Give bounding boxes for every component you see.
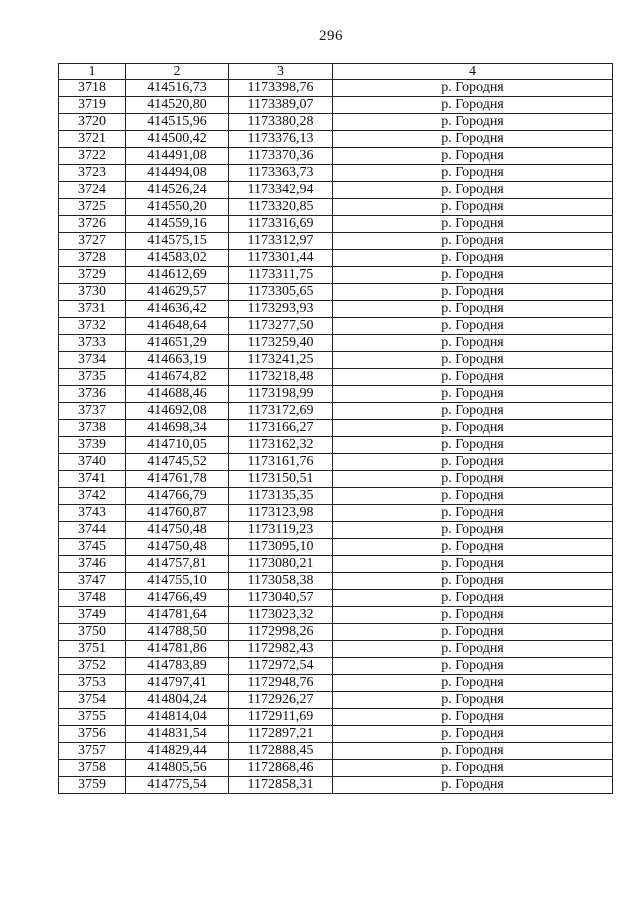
x-coordinate-cell: 414629,57 xyxy=(126,284,229,301)
x-coordinate-cell: 414805,56 xyxy=(126,760,229,777)
y-coordinate-cell: 1173363,73 xyxy=(229,165,333,182)
point-number-cell: 3734 xyxy=(59,352,126,369)
description-cell: р. Городня xyxy=(333,658,613,675)
description-cell: р. Городня xyxy=(333,573,613,590)
point-number-cell: 3744 xyxy=(59,522,126,539)
table-row xyxy=(59,352,613,369)
x-coordinate-cell: 414520,80 xyxy=(126,97,229,114)
table-row xyxy=(59,199,613,216)
point-number-cell: 3724 xyxy=(59,182,126,199)
point-number-cell: 3746 xyxy=(59,556,126,573)
header-row xyxy=(59,64,613,80)
y-coordinate-cell: 1173389,07 xyxy=(229,97,333,114)
table-row xyxy=(59,80,613,97)
point-number-cell: 3731 xyxy=(59,301,126,318)
x-coordinate-cell: 414516,73 xyxy=(126,80,229,97)
x-coordinate-cell: 414526,24 xyxy=(126,182,229,199)
column-header-4: 4 xyxy=(333,64,613,80)
description-cell: р. Городня xyxy=(333,488,613,505)
table-row xyxy=(59,335,613,352)
description-cell: р. Городня xyxy=(333,471,613,488)
point-number-cell: 3748 xyxy=(59,590,126,607)
description-cell: р. Городня xyxy=(333,607,613,624)
point-number-cell: 3750 xyxy=(59,624,126,641)
x-coordinate-cell: 414559,16 xyxy=(126,216,229,233)
y-coordinate-cell: 1173320,85 xyxy=(229,199,333,216)
point-number-cell: 3738 xyxy=(59,420,126,437)
table-row xyxy=(59,709,613,726)
y-coordinate-cell: 1173161,76 xyxy=(229,454,333,471)
y-coordinate-cell: 1173312,97 xyxy=(229,233,333,250)
y-coordinate-cell: 1173058,38 xyxy=(229,573,333,590)
table-row xyxy=(59,607,613,624)
point-number-cell: 3719 xyxy=(59,97,126,114)
point-number-cell: 3751 xyxy=(59,641,126,658)
y-coordinate-cell: 1172972,54 xyxy=(229,658,333,675)
y-coordinate-cell: 1173162,32 xyxy=(229,437,333,454)
x-coordinate-cell: 414698,34 xyxy=(126,420,229,437)
description-cell: р. Городня xyxy=(333,182,613,199)
table-row xyxy=(59,437,613,454)
point-number-cell: 3721 xyxy=(59,131,126,148)
y-coordinate-cell: 1173293,93 xyxy=(229,301,333,318)
point-number-cell: 3720 xyxy=(59,114,126,131)
y-coordinate-cell: 1172948,76 xyxy=(229,675,333,692)
x-coordinate-cell: 414757,81 xyxy=(126,556,229,573)
description-cell: р. Городня xyxy=(333,301,613,318)
y-coordinate-cell: 1172982,43 xyxy=(229,641,333,658)
description-cell: р. Городня xyxy=(333,539,613,556)
x-coordinate-cell: 414494,08 xyxy=(126,165,229,182)
x-coordinate-cell: 414745,52 xyxy=(126,454,229,471)
x-coordinate-cell: 414612,69 xyxy=(126,267,229,284)
description-cell: р. Городня xyxy=(333,267,613,284)
table-row xyxy=(59,760,613,777)
table-row xyxy=(59,216,613,233)
table-row xyxy=(59,420,613,437)
x-coordinate-cell: 414814,04 xyxy=(126,709,229,726)
table-row xyxy=(59,539,613,556)
description-cell: р. Городня xyxy=(333,216,613,233)
table-row xyxy=(59,726,613,743)
table-row xyxy=(59,641,613,658)
point-number-cell: 3743 xyxy=(59,505,126,522)
description-cell: р. Городня xyxy=(333,403,613,420)
y-coordinate-cell: 1172888,45 xyxy=(229,743,333,760)
table-row xyxy=(59,522,613,539)
table-row xyxy=(59,250,613,267)
point-number-cell: 3718 xyxy=(59,80,126,97)
table-row xyxy=(59,454,613,471)
y-coordinate-cell: 1173166,27 xyxy=(229,420,333,437)
x-coordinate-cell: 414831,54 xyxy=(126,726,229,743)
y-coordinate-cell: 1173398,76 xyxy=(229,80,333,97)
table-row xyxy=(59,233,613,250)
x-coordinate-cell: 414760,87 xyxy=(126,505,229,522)
x-coordinate-cell: 414766,49 xyxy=(126,590,229,607)
description-cell: р. Городня xyxy=(333,505,613,522)
table-row xyxy=(59,267,613,284)
x-coordinate-cell: 414663,19 xyxy=(126,352,229,369)
x-coordinate-cell: 414829,44 xyxy=(126,743,229,760)
description-cell: р. Городня xyxy=(333,335,613,352)
y-coordinate-cell: 1173123,98 xyxy=(229,505,333,522)
description-cell: р. Городня xyxy=(333,743,613,760)
description-cell: р. Городня xyxy=(333,250,613,267)
y-coordinate-cell: 1172911,69 xyxy=(229,709,333,726)
table-row xyxy=(59,369,613,386)
y-coordinate-cell: 1173277,50 xyxy=(229,318,333,335)
point-number-cell: 3737 xyxy=(59,403,126,420)
table-row xyxy=(59,777,613,794)
point-number-cell: 3745 xyxy=(59,539,126,556)
x-coordinate-cell: 414775,54 xyxy=(126,777,229,794)
y-coordinate-cell: 1172897,21 xyxy=(229,726,333,743)
x-coordinate-cell: 414575,15 xyxy=(126,233,229,250)
x-coordinate-cell: 414583,02 xyxy=(126,250,229,267)
table-row xyxy=(59,488,613,505)
x-coordinate-cell: 414766,79 xyxy=(126,488,229,505)
table-row xyxy=(59,148,613,165)
point-number-cell: 3749 xyxy=(59,607,126,624)
description-cell: р. Городня xyxy=(333,726,613,743)
table-row xyxy=(59,386,613,403)
point-number-cell: 3727 xyxy=(59,233,126,250)
y-coordinate-cell: 1172998,26 xyxy=(229,624,333,641)
y-coordinate-cell: 1172868,46 xyxy=(229,760,333,777)
x-coordinate-cell: 414750,48 xyxy=(126,539,229,556)
table-row xyxy=(59,131,613,148)
x-coordinate-cell: 414755,10 xyxy=(126,573,229,590)
x-coordinate-cell: 414710,05 xyxy=(126,437,229,454)
table-row xyxy=(59,471,613,488)
point-number-cell: 3752 xyxy=(59,658,126,675)
point-number-cell: 3729 xyxy=(59,267,126,284)
point-number-cell: 3728 xyxy=(59,250,126,267)
description-cell: р. Городня xyxy=(333,369,613,386)
x-coordinate-cell: 414781,64 xyxy=(126,607,229,624)
table-row xyxy=(59,318,613,335)
point-number-cell: 3733 xyxy=(59,335,126,352)
table-row xyxy=(59,114,613,131)
description-cell: р. Городня xyxy=(333,352,613,369)
x-coordinate-cell: 414797,41 xyxy=(126,675,229,692)
point-number-cell: 3726 xyxy=(59,216,126,233)
description-cell: р. Городня xyxy=(333,97,613,114)
point-number-cell: 3758 xyxy=(59,760,126,777)
description-cell: р. Городня xyxy=(333,386,613,403)
point-number-cell: 3736 xyxy=(59,386,126,403)
column-header-1: 1 xyxy=(59,64,126,80)
y-coordinate-cell: 1173150,51 xyxy=(229,471,333,488)
table-row xyxy=(59,624,613,641)
point-number-cell: 3742 xyxy=(59,488,126,505)
point-number-cell: 3753 xyxy=(59,675,126,692)
table-row xyxy=(59,556,613,573)
x-coordinate-cell: 414500,42 xyxy=(126,131,229,148)
point-number-cell: 3735 xyxy=(59,369,126,386)
table-row xyxy=(59,675,613,692)
description-cell: р. Городня xyxy=(333,641,613,658)
point-number-cell: 3723 xyxy=(59,165,126,182)
table-header xyxy=(59,64,613,80)
y-coordinate-cell: 1173342,94 xyxy=(229,182,333,199)
table-row xyxy=(59,182,613,199)
description-cell: р. Городня xyxy=(333,318,613,335)
x-coordinate-cell: 414692,08 xyxy=(126,403,229,420)
point-number-cell: 3759 xyxy=(59,777,126,794)
y-coordinate-cell: 1173040,57 xyxy=(229,590,333,607)
y-coordinate-cell: 1173241,25 xyxy=(229,352,333,369)
table-row xyxy=(59,505,613,522)
description-cell: р. Городня xyxy=(333,131,613,148)
description-cell: р. Городня xyxy=(333,675,613,692)
description-cell: р. Городня xyxy=(333,692,613,709)
x-coordinate-cell: 414550,20 xyxy=(126,199,229,216)
point-number-cell: 3747 xyxy=(59,573,126,590)
y-coordinate-cell: 1173376,13 xyxy=(229,131,333,148)
description-cell: р. Городня xyxy=(333,420,613,437)
description-cell: р. Городня xyxy=(333,284,613,301)
y-coordinate-cell: 1173198,99 xyxy=(229,386,333,403)
x-coordinate-cell: 414651,29 xyxy=(126,335,229,352)
table-row xyxy=(59,590,613,607)
page-number: 296 xyxy=(319,28,343,44)
table-row xyxy=(59,165,613,182)
x-coordinate-cell: 414761,78 xyxy=(126,471,229,488)
description-cell: р. Городня xyxy=(333,454,613,471)
y-coordinate-cell: 1173316,69 xyxy=(229,216,333,233)
description-cell: р. Городня xyxy=(333,624,613,641)
x-coordinate-cell: 414674,82 xyxy=(126,369,229,386)
y-coordinate-cell: 1173259,40 xyxy=(229,335,333,352)
y-coordinate-cell: 1173380,28 xyxy=(229,114,333,131)
column-header-3: 3 xyxy=(229,64,333,80)
point-number-cell: 3722 xyxy=(59,148,126,165)
description-cell: р. Городня xyxy=(333,556,613,573)
description-cell: р. Городня xyxy=(333,148,613,165)
table-row xyxy=(59,284,613,301)
y-coordinate-cell: 1173218,48 xyxy=(229,369,333,386)
table-row xyxy=(59,403,613,420)
table-row xyxy=(59,658,613,675)
coordinates-table xyxy=(58,63,613,794)
description-cell: р. Городня xyxy=(333,165,613,182)
x-coordinate-cell: 414781,86 xyxy=(126,641,229,658)
y-coordinate-cell: 1173095,10 xyxy=(229,539,333,556)
y-coordinate-cell: 1173135,35 xyxy=(229,488,333,505)
description-cell: р. Городня xyxy=(333,80,613,97)
description-cell: р. Городня xyxy=(333,709,613,726)
y-coordinate-cell: 1172926,27 xyxy=(229,692,333,709)
x-coordinate-cell: 414636,42 xyxy=(126,301,229,318)
description-cell: р. Городня xyxy=(333,199,613,216)
x-coordinate-cell: 414491,08 xyxy=(126,148,229,165)
x-coordinate-cell: 414515,96 xyxy=(126,114,229,131)
description-cell: р. Городня xyxy=(333,114,613,131)
point-number-cell: 3754 xyxy=(59,692,126,709)
point-number-cell: 3757 xyxy=(59,743,126,760)
description-cell: р. Городня xyxy=(333,437,613,454)
table-row xyxy=(59,573,613,590)
y-coordinate-cell: 1173172,69 xyxy=(229,403,333,420)
column-header-2: 2 xyxy=(126,64,229,80)
point-number-cell: 3756 xyxy=(59,726,126,743)
y-coordinate-cell: 1173119,23 xyxy=(229,522,333,539)
y-coordinate-cell: 1172858,31 xyxy=(229,777,333,794)
table-row xyxy=(59,692,613,709)
x-coordinate-cell: 414750,48 xyxy=(126,522,229,539)
point-number-cell: 3741 xyxy=(59,471,126,488)
table-row xyxy=(59,743,613,760)
description-cell: р. Городня xyxy=(333,522,613,539)
x-coordinate-cell: 414783,89 xyxy=(126,658,229,675)
x-coordinate-cell: 414788,50 xyxy=(126,624,229,641)
point-number-cell: 3755 xyxy=(59,709,126,726)
table-row xyxy=(59,97,613,114)
point-number-cell: 3732 xyxy=(59,318,126,335)
x-coordinate-cell: 414688,46 xyxy=(126,386,229,403)
y-coordinate-cell: 1173080,21 xyxy=(229,556,333,573)
point-number-cell: 3725 xyxy=(59,199,126,216)
description-cell: р. Городня xyxy=(333,777,613,794)
x-coordinate-cell: 414648,64 xyxy=(126,318,229,335)
point-number-cell: 3739 xyxy=(59,437,126,454)
y-coordinate-cell: 1173023,32 xyxy=(229,607,333,624)
point-number-cell: 3730 xyxy=(59,284,126,301)
y-coordinate-cell: 1173301,44 xyxy=(229,250,333,267)
description-cell: р. Городня xyxy=(333,590,613,607)
x-coordinate-cell: 414804,24 xyxy=(126,692,229,709)
table-row xyxy=(59,301,613,318)
description-cell: р. Городня xyxy=(333,760,613,777)
y-coordinate-cell: 1173305,65 xyxy=(229,284,333,301)
point-number-cell: 3740 xyxy=(59,454,126,471)
y-coordinate-cell: 1173370,36 xyxy=(229,148,333,165)
table-body xyxy=(59,80,613,794)
y-coordinate-cell: 1173311,75 xyxy=(229,267,333,284)
description-cell: р. Городня xyxy=(333,233,613,250)
